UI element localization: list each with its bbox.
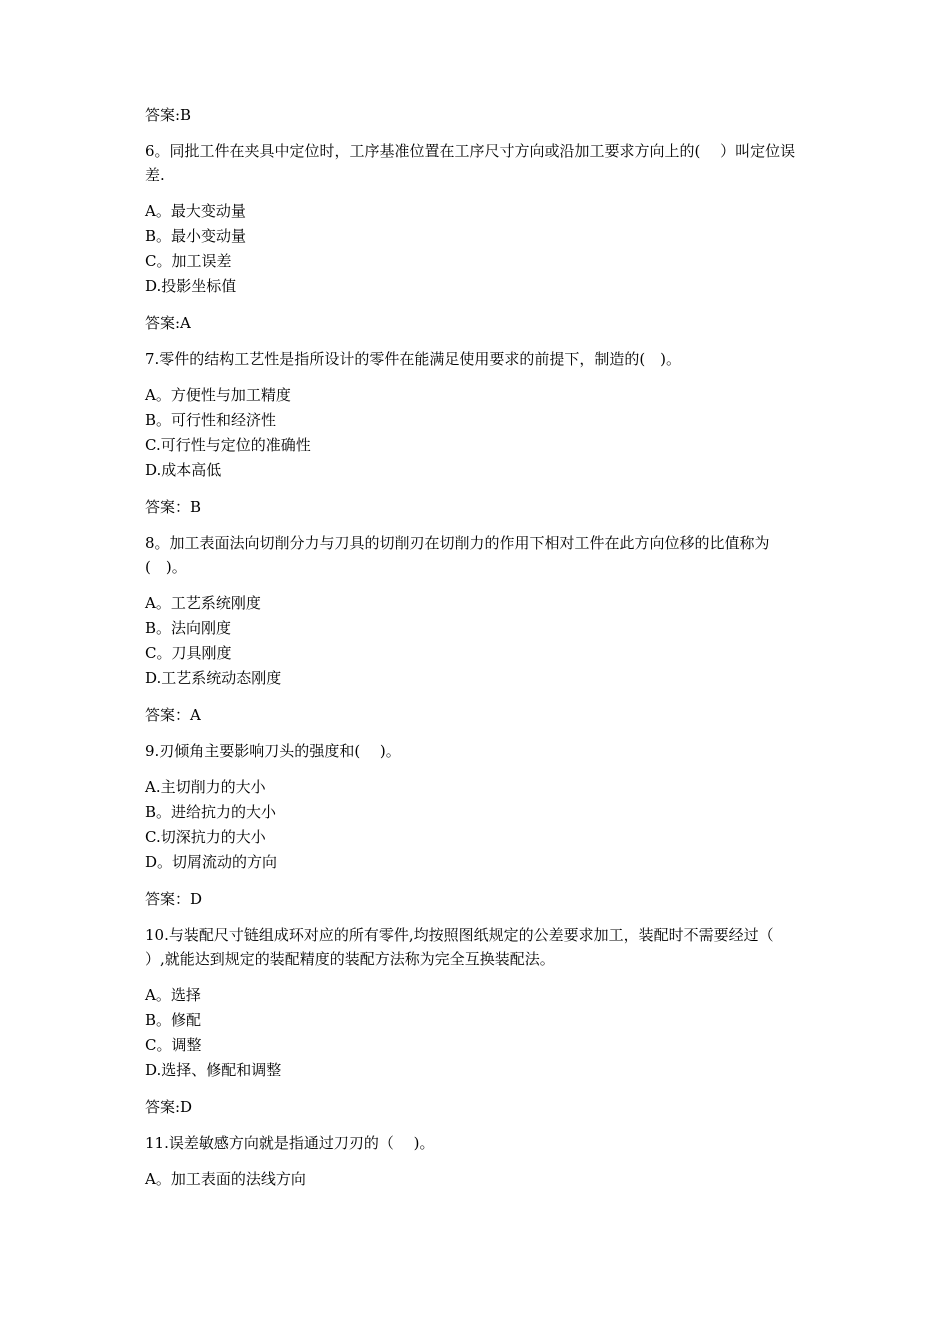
- question-text: 11.误差敏感方向就是指通过刀刃的（ )。: [145, 1134, 435, 1152]
- option-item: A。工艺系统刚度: [145, 594, 261, 612]
- option-item: A.主切削力的大小: [145, 778, 266, 796]
- answer-line: 答案:B: [145, 106, 192, 124]
- option-item: A。最大变动量: [145, 202, 246, 220]
- option-item: C.可行性与定位的准确性: [145, 436, 311, 454]
- option-item: A。加工表面的法线方向: [145, 1170, 306, 1188]
- question-text: 10.与装配尺寸链组成环对应的所有零件,均按照图纸规定的公差要求加工，装配时不需要经过（ ）,就能达到规定的装配精度的装配方法称为完全互换装配法。: [145, 926, 794, 968]
- option-list: [145, 591, 810, 691]
- option-item: C。加工误差: [145, 252, 232, 270]
- option-item: B。可行性和经济性: [145, 411, 277, 429]
- question-text: 9.刃倾角主要影响刀头的强度和( )。: [145, 742, 401, 760]
- answer-line: 答案：B: [145, 498, 202, 516]
- answer-line: 答案:A: [145, 314, 191, 332]
- answer-line: 答案:D: [145, 1098, 193, 1116]
- question-text: 7.零件的结构工艺性是指所设计的零件在能满足使用要求的前提下，制造的( )。: [145, 350, 682, 368]
- option-item: B。法向刚度: [145, 619, 232, 637]
- question-text: 6。同批工件在夹具中定位时，工序基准位置在工序尺寸方向或沿加工要求方向上的( ）叫定位误差.: [145, 142, 796, 184]
- option-list: [145, 199, 810, 299]
- option-item: D.工艺系统动态刚度: [145, 669, 282, 687]
- option-item: B。最小变动量: [145, 227, 247, 245]
- option-item: D.选择、修配和调整: [145, 1061, 282, 1079]
- option-item: D.投影坐标值: [145, 277, 237, 295]
- question-text: 8。加工表面法向切削分力与刀具的切削刃在切削力的作用下相对工件在此方向位移的比值称为( )。: [145, 534, 770, 576]
- option-item: C.切深抗力的大小: [145, 828, 266, 846]
- option-list: [145, 383, 810, 483]
- option-list: [145, 983, 810, 1083]
- option-item: A。选择: [145, 986, 201, 1004]
- answer-line: 答案：D: [145, 890, 203, 908]
- answer-line: 答案：A: [145, 706, 201, 724]
- option-item: B。进给抗力的大小: [145, 803, 277, 821]
- option-list: [145, 1167, 810, 1192]
- option-item: D.成本高低: [145, 461, 222, 479]
- option-list: [145, 775, 810, 875]
- option-item: B。修配: [145, 1011, 202, 1029]
- option-item: C。调整: [145, 1036, 202, 1054]
- document-content: [145, 103, 810, 1204]
- option-item: A。方便性与加工精度: [145, 386, 291, 404]
- option-item: D。切屑流动的方向: [145, 853, 278, 871]
- option-item: C。刀具刚度: [145, 644, 232, 662]
